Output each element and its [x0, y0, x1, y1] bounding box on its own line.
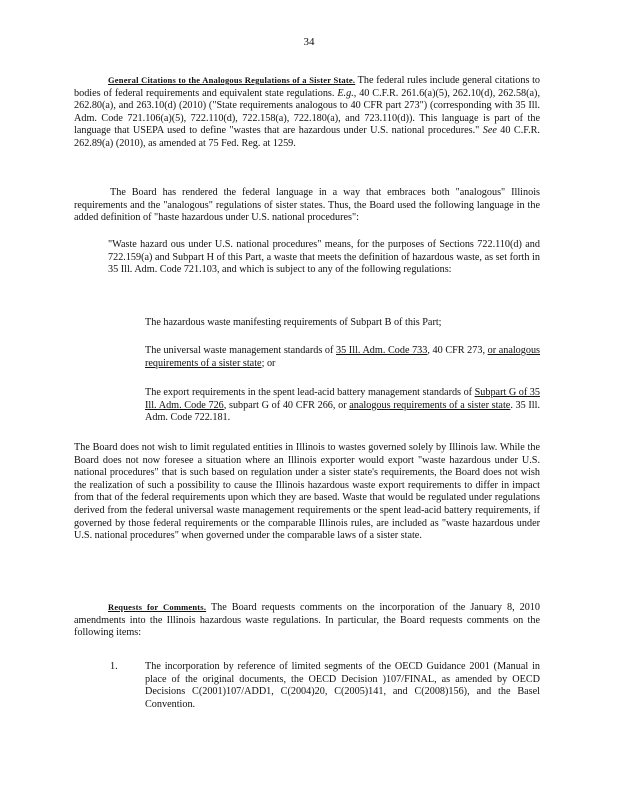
quote-item-manifesting: The hazardous waste manifesting requirements of Subpart B of this Part; [145, 317, 442, 328]
list-item-oecd-incorporation: The incorporation by reference of limited segments of the OECD Guidance 2001 (Manual in place of the original documents, the OECD Decision )107/FINAL, as amended by OECD Decisions C(2001)107/ADD1, C(2004)20, C(2005)141, and C(2008)156), and the Basel Convention. [145, 661, 540, 710]
quote-item-universal-waste: The universal waste management standards of 35 Ill. Adm. Code 733, 40 CFR 273, or analogous requirements of a sister state; or [145, 345, 541, 369]
paragraph-board-rendered: The Board has rendered the federal language in a way that embraces both "analogous" Illinois requirements and the "analogous" regulations of sister states. Thus, the Board used the following language in the added definition of "haste hazardous under U.S. national procedures": [74, 187, 540, 224]
paragraph-board-does-not-wish: The Board does not wish to limit regulated entities in Illinois to wastes governed solely by Illinois law. While the Board does not now foresee a situation where an Illinois exporter would export "waste hazardous under U.S. national procedures" that is such based on regulation under a sister state's requirements, the Board does not wish the realization of such a possibility to cause the Illinois hazardous waste export requirements to differ in impact from that of the federal requirements upon which they are based. Waste that would be regulated under regulations derived from the federal universal waste management requirements or the spent lead-acid battery requirements, if governed by those federal requirements or the comparable Illinois rules, are included as "waste hazardous under U.S. national procedures" when governed under the comparable laws of a sister state. [74, 442, 540, 542]
section-heading-sister-state: General Citations to the Analogous Regulations of a Sister State. [108, 75, 356, 85]
page-number: 34 [303, 36, 315, 48]
paragraph-requests-for-comments: Requests for Comments. The Board requests comments on the incorporation of the January 8, 2010 amendments into the Illinois hazardous waste regulations. In particular, the Board requests comments on the following items: [74, 602, 540, 639]
paragraph-sister-state-citations: General Citations to the Analogous Regulations of a Sister State. The federal rules include general citations to bodies of federal requirements and equivalent state regulations. E.g., 40 C.F.R. 261.6(a)(5), 262.10(d), 262.58(a), 262.80(a), and 263.10(d) (2010) ("State requirements analogous to 40 CFR part 273") (corresponding with 35 Ill. Adm. Code 721.106(a)(5), 722.110(d), 722.158(a), 722.180(a), and 723.110(d)). This language is part of the language that USEPA used to define "wastes that are hazardous under U.S. national procedures." See 40 C.F.R. 262.89(a) (2010), as amended at 75 Fed. Reg. at 1259. [74, 75, 540, 149]
block-quote-definition: "Waste hazard ous under U.S. national procedures" means, for the purposes of Sections 722.110(d) and 722.159(a) and Subpart H of this Part, a waste that meets the definition of hazardous waste, as set forth in 35 Ill. Adm. Code 721.103, and which is subject to any of the following regulations: [108, 239, 540, 276]
quote-item-export-requirements: The export requirements in the spent lead-acid battery management standards of Subpart G of 35 Ill. Adm. Code 726, subpart G of 40 CFR 266, or analogous requirements of a sister state. 35 Ill. Adm. Code 722.181. [145, 387, 540, 424]
section-heading-requests: Requests for Comments. [108, 602, 207, 612]
list-item-number: 1. [110, 661, 118, 672]
